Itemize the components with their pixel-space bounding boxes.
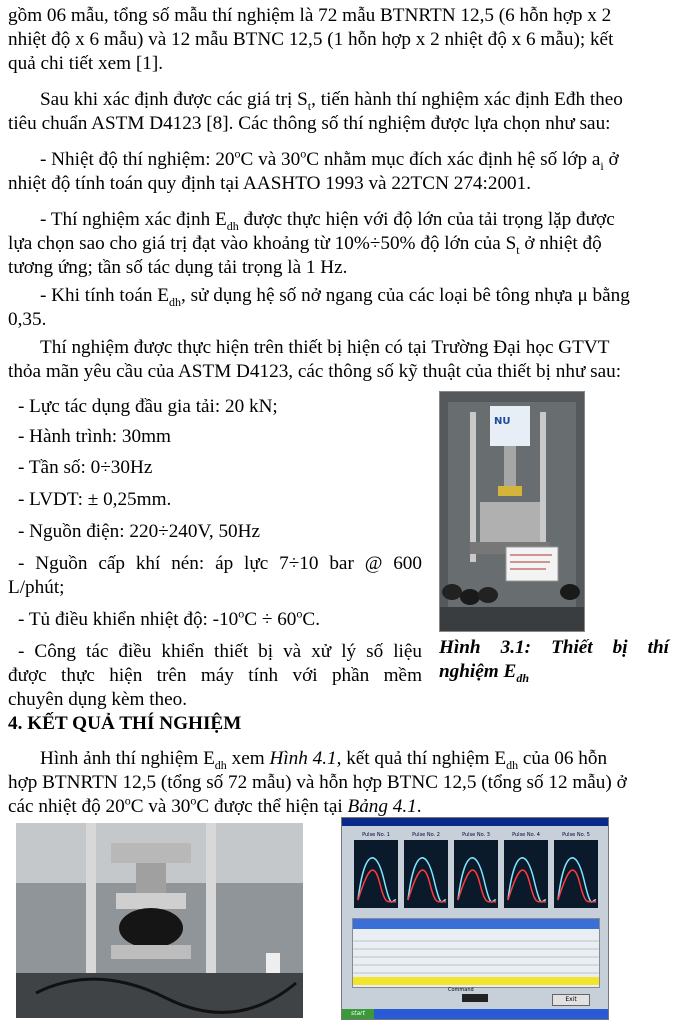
- command-box[interactable]: [462, 994, 488, 1002]
- p4-line1: - Thí nghiệm xác định $E_{dh}$ được thực hiện với độ lớn của tải trọng lặp được: [40, 209, 615, 233]
- p3-line2: nhiệt độ tính toán quy định tại AASHTO 1993 và 22TCN 274:2001.: [8, 173, 532, 194]
- pulse-chart: [504, 840, 548, 908]
- spec-air: - Nguồn cấp khí nén: áp lực 7÷10 bar @ 600: [18, 553, 422, 574]
- section-heading: 4. KẾT QUẢ THÍ NGHIỆM: [8, 713, 242, 734]
- pulse-chart: [404, 840, 448, 908]
- software-screenshot: [341, 817, 609, 1020]
- spec-load: - Lực tác dụng đầu gia tải: 20 kN;: [18, 396, 278, 417]
- spec-frequency: - Tần số: 0÷30Hz: [18, 457, 153, 478]
- figure-caption: Hình 3.1: Thiết bị thí nghiệm $E_{dh}$: [439, 637, 669, 685]
- exit-button[interactable]: Exit: [552, 994, 590, 1006]
- pulse-label: Pulse No. 1: [362, 832, 390, 838]
- sample-test-illustration: [16, 823, 303, 1018]
- p7-line1: Hình ảnh thí nghiệm $E_{dh}$ xem Hình 4.1, kết quả thí nghiệm $E_{dh}$ của 06 hỗn: [40, 748, 608, 772]
- command-label: Command: [448, 987, 474, 993]
- paragraph-4: [8, 208, 672, 280]
- pulse-label: Pulse No. 5: [562, 832, 590, 838]
- p2-line2: tiêu chuẩn ASTM D4123 [8]. Các thông số thí nghiệm được lựa chọn như sau:: [8, 113, 611, 134]
- p6-line1: Thí nghiệm được thực hiện trên thiết bị hiện có tại Trường Đại học GTVT: [40, 337, 610, 358]
- p1-line1: gồm 06 mẫu, tổng số mẫu thí nghiệm là 72 mẫu BTNRTN 12,5 (6 hỗn hợp x 2: [8, 5, 612, 26]
- pulse-chart: [454, 840, 498, 908]
- pulse-label: Pulse No. 4: [512, 832, 540, 838]
- paragraph-3: [8, 148, 672, 196]
- paragraph-6: [8, 336, 672, 384]
- p2-line1: Sau khi xác định được các giá trị $S_t$, tiến hành thí nghiệm xác định Eđh theo: [40, 89, 623, 113]
- spec-lvdt: - LVDT: ± 0,25mm.: [18, 489, 172, 510]
- paragraph-2: [8, 88, 672, 136]
- pulse-chart: [354, 840, 398, 908]
- test-machine-photo: [439, 391, 585, 632]
- screenshot-titlebar: [342, 818, 608, 826]
- spec-control-end: chuyên dụng kèm theo.: [8, 689, 188, 710]
- p7-line3: các nhiệt độ 20$^o$C và 30$^o$C được thể hiện tại Bảng 4.1.: [8, 793, 422, 817]
- p1-line2: nhiệt độ x 6 mẫu) và 12 mẫu BTNC 12,5 (1 hỗn hợp x 2 nhiệt độ x 6 mẫu); kết: [8, 29, 614, 50]
- spec-stroke: - Hành trình: 30mm: [18, 426, 171, 447]
- p5-line1: - Khi tính toán $E_{dh}$, sử dụng hệ số nở ngang của các loại bê tông nhựa μ bằng: [40, 285, 630, 309]
- spec-control: - Công tác điều khiển thiết bị và xử lý số liệu: [18, 641, 422, 662]
- pulse-label: Pulse No. 3: [462, 832, 490, 838]
- test-machine-illustration: [440, 392, 584, 631]
- paragraph-1: [8, 4, 672, 76]
- spec-air-cont: L/phút;: [8, 577, 65, 598]
- start-button[interactable]: start: [342, 1009, 374, 1019]
- results-table-grid: [353, 919, 599, 987]
- pulse-label: Pulse No. 2: [412, 832, 440, 838]
- spec-power: - Nguồn điện: 220÷240V, 50Hz: [18, 521, 261, 542]
- paragraph-5: [8, 284, 672, 332]
- p1-line3: quả chi tiết xem [1].: [8, 53, 164, 74]
- p6-line2: thỏa mãn yêu cầu của ASTM D4123, các thông số kỹ thuật của thiết bị như sau:: [8, 361, 622, 382]
- results-table: [352, 918, 600, 988]
- sample-test-photo: [16, 823, 303, 1018]
- spec-temp: - Tủ điều khiển nhiệt độ: $-10^oC \div 60^oC$.: [18, 606, 320, 630]
- p4-line2: lựa chọn sao cho giá trị đạt vào khoảng từ 10%÷50% độ lớn của $S_t$ ở nhiệt độ: [8, 233, 602, 257]
- p4-line3: tương ứng; tần số tác dụng tải trọng là 1 Hz.: [8, 257, 348, 278]
- p5-line2: 0,35.: [8, 309, 47, 330]
- pulse-chart: [554, 840, 598, 908]
- spec-control-cont: được thực hiện trên máy tính với phần mềm: [8, 665, 422, 686]
- p3-line1: - Nhiệt độ thí nghiệm: 20$^o$C và 30$^o$C nhằm mục đích xác định hệ số lớp $a_i$ ở: [40, 146, 619, 173]
- machine-label: NU: [494, 416, 511, 427]
- paragraph-7: [8, 747, 672, 819]
- p7-line2: hợp BTNRTN 12,5 (tổng số 72 mẫu) và hỗn hợp BTNC 12,5 (tổng số 12 mẫu) ở: [8, 772, 627, 793]
